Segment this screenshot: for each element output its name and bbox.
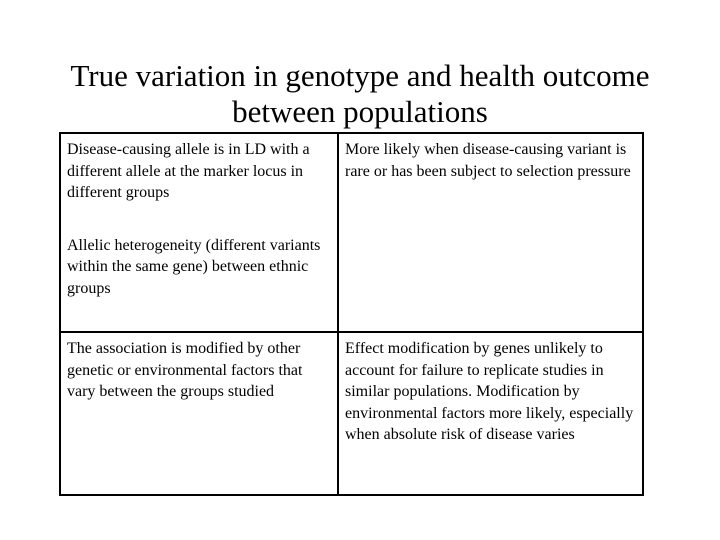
cell-text-effect-modification: Effect modification by genes unlikely to account for failure to replicate studies in similar populations. Modification by environmental factors more likely, especially when absolute risk of disease varies [345,340,634,443]
table-cell-comment [338,134,642,332]
explanation-table [59,132,644,496]
table-row [61,332,642,494]
cell-text-association-modified: The association is modified by other genetic or environmental factors that vary between the groups studied [67,340,303,400]
slide-title-line-2: between populations [232,94,488,129]
table-cell-comment [338,332,642,494]
slide-title [40,58,680,130]
cell-text-rare-variant: More likely when disease-causing variant is rare or has been subject to selection pressure [345,141,631,180]
explanation-table-grid [61,134,642,494]
table-cell-explanation [61,332,338,494]
cell-text-ld-allele: Disease-causing allele is in LD with a different allele at the marker locus in different groups [67,141,310,201]
cell-text-allelic-heterogeneity: Allelic heterogeneity (different variants within the same gene) between ethnic groups [67,236,321,297]
table-cell-explanation [61,134,338,332]
table-row [61,134,642,332]
slide-title-line-1: True variation in genotype and health outcome [70,58,650,93]
